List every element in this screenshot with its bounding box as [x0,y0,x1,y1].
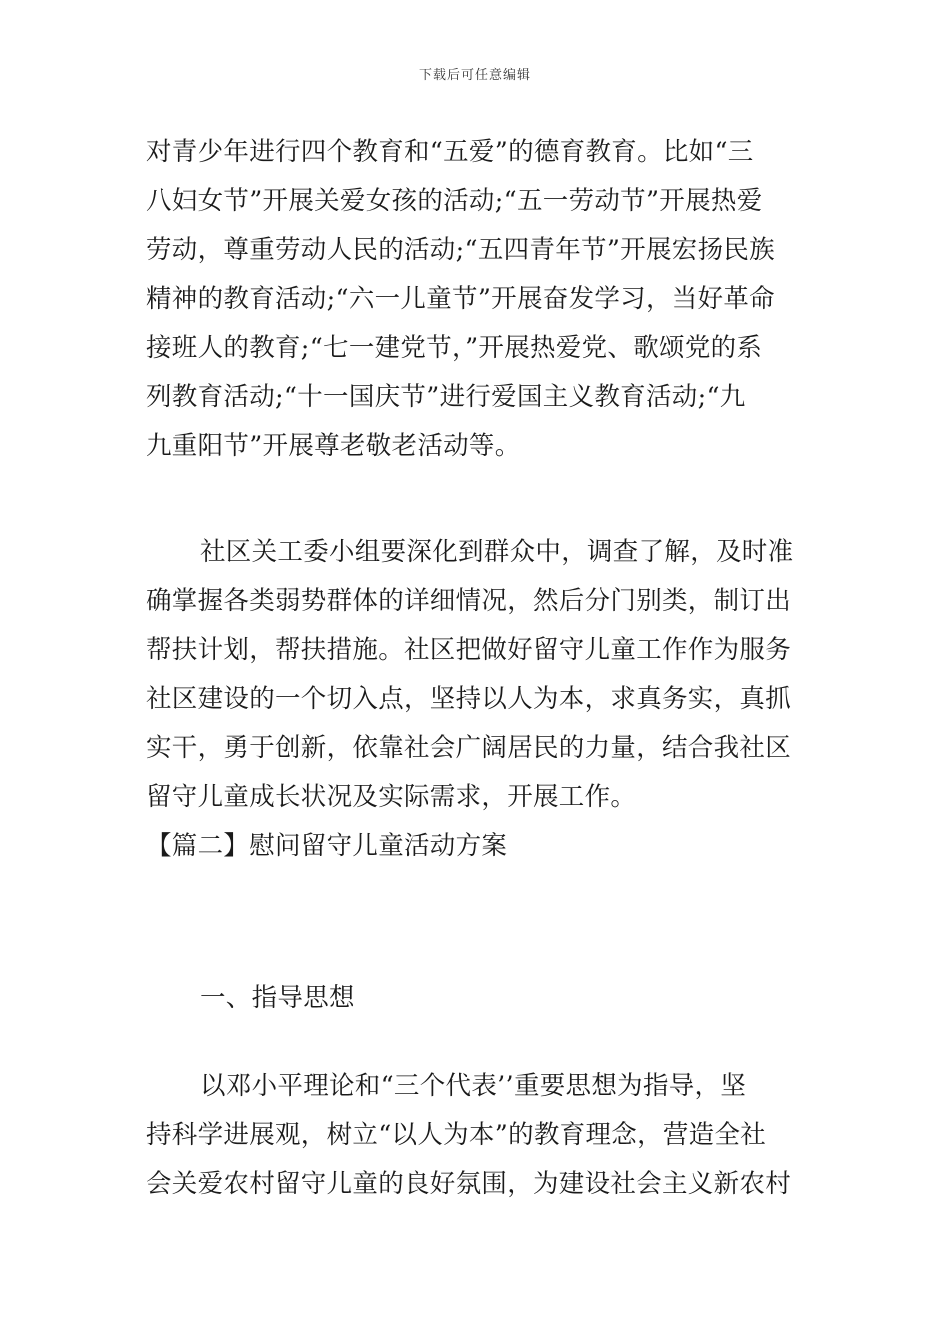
paragraph-line: 八妇女节”开展关爱女孩的活动;“五一劳动节”开展热爱 [146,186,763,216]
paragraph-line: 帮扶计划，帮扶措施。社区把做好留守儿童工作作为服务 [146,635,792,665]
section-spacer [146,926,806,974]
paragraph-line: 劳动，尊重劳动人民的活动;“五四青年节”开展宏扬民族 [146,235,775,265]
paragraph-line: 社区关工委小组要深化到群众中，调查了解，及时准 [200,537,794,567]
paragraph-spacer [146,471,806,528]
paragraph-spacer [146,1023,806,1062]
paragraph-line: 持科学进展观，树立“以人为本”的教育理念，营造全社 [146,1120,767,1150]
paragraph-line: 接班人的教育;“七一建党节，”开展热爱党、歌颂党的系 [146,333,763,363]
paragraph-guiding-ideology [146,1062,806,1209]
paragraph-line: 九重阳节”开展尊老敬老活动等。 [146,431,521,461]
paragraph-line: 列教育活动;“十一国庆节”进行爱国主义教育活动;“九 [146,382,746,412]
section-title: 【篇二】慰问留守儿童活动方案 [146,831,508,861]
paragraph-line: 以邓小平理论和“三个代表’’重要思想为指导，坚 [200,1071,747,1101]
paragraph-line: 留守儿童成长状况及实际需求，开展工作。 [146,782,637,812]
paragraph-line: 社区建设的一个切入点，坚持以人为本，求真务实，真抓 [146,684,792,714]
paragraph-festival-education [146,128,806,471]
paragraph-line: 实干，勇于创新，依靠社会广阔居民的力量，结合我社区 [146,733,792,763]
paragraph-community-work [146,528,806,822]
paragraph-line: 会关爱农村留守儿童的良好氛围，为建设社会主义新农村 [146,1169,792,1199]
heading-guiding-ideology: 一、指导思想 [200,983,355,1013]
paragraph-line: 确掌握各类弱势群体的详细情况，然后分门别类，制订出 [146,586,792,616]
paragraph-line: 精神的教育活动;“六一儿童节”开展奋发学习，当好革命 [146,284,775,314]
page-header: 下载后可任意编辑 [418,68,531,83]
paragraph-line: 对青少年进行四个教育和“五爱”的德育教育。比如“三 [146,137,754,167]
section-spacer [146,871,806,926]
document-body [146,128,806,1209]
